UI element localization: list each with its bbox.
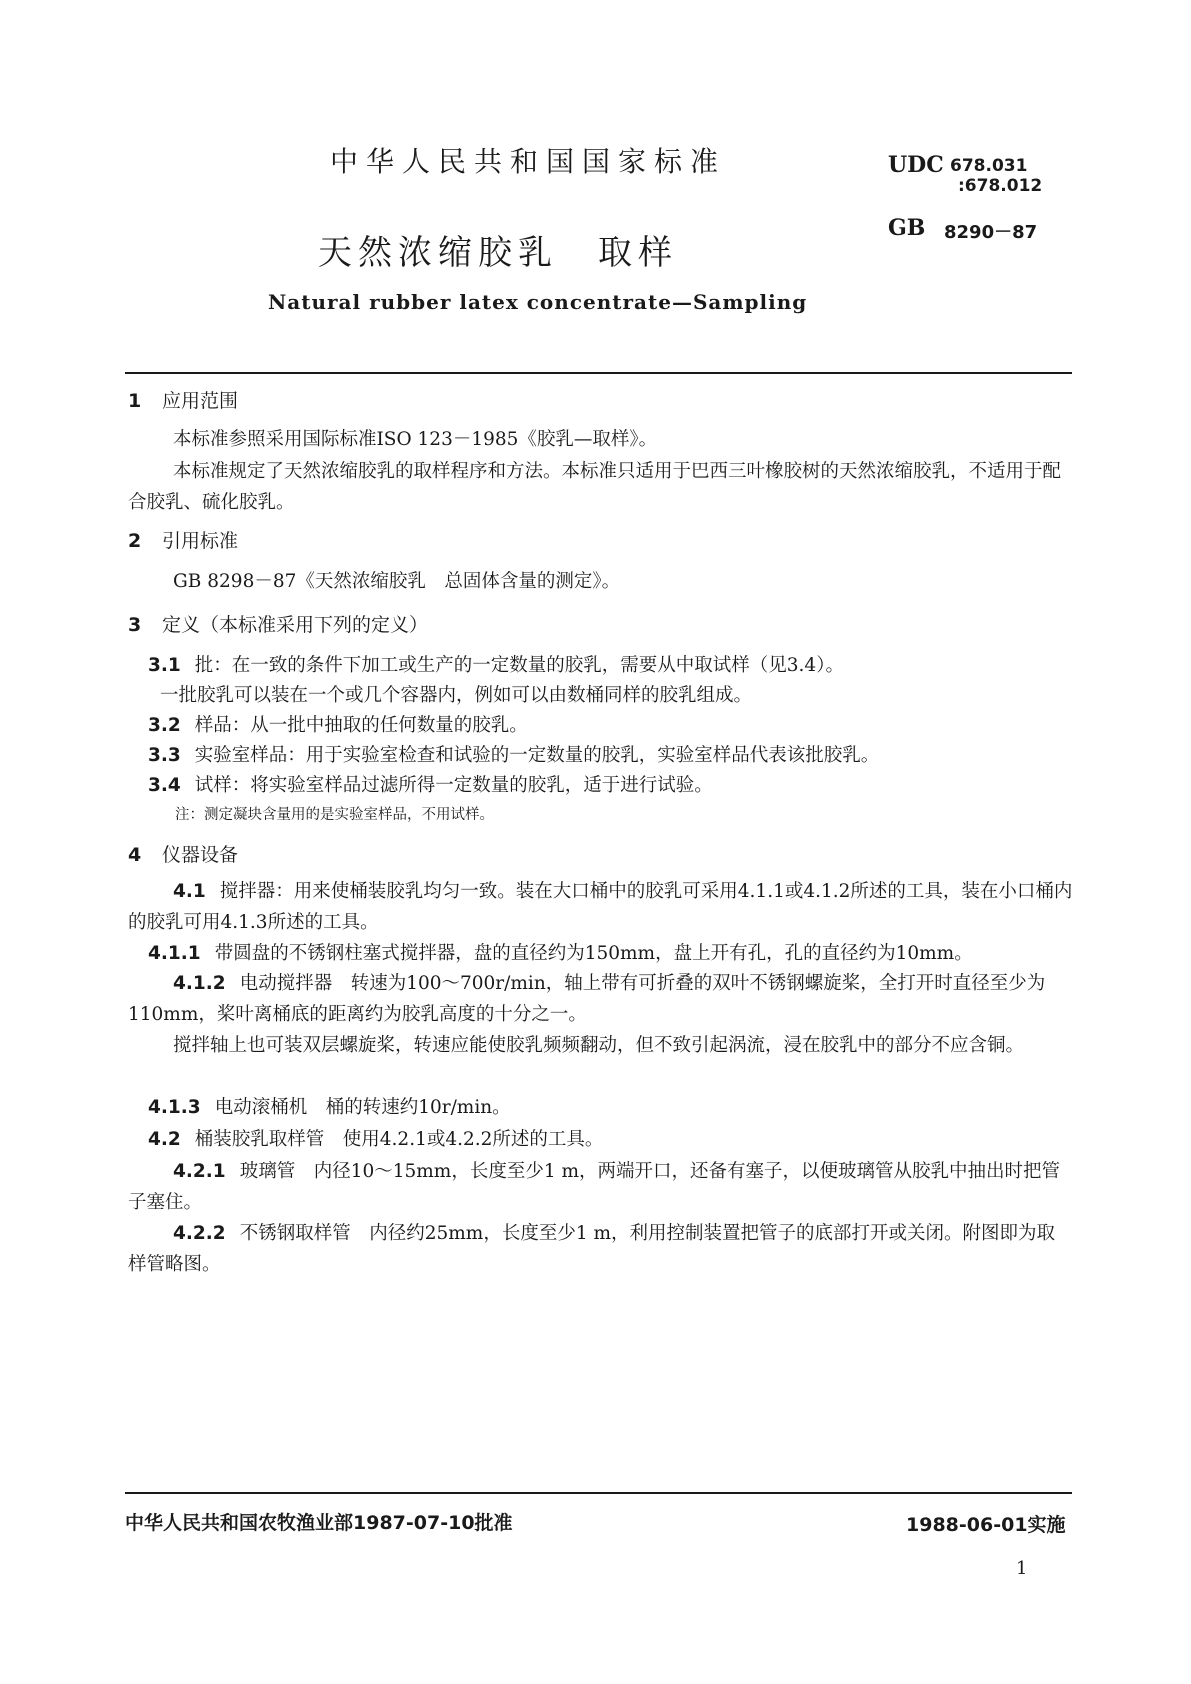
gb-code: 8290－87 <box>944 222 1038 243</box>
section-3-heading <box>128 610 428 637</box>
section-number: 1 <box>128 390 142 412</box>
section-1-paragraph-1: 本标准参照采用国际标准ISO 123－1985《胶乳—取样》。 <box>173 429 658 450</box>
clause-3-1 <box>148 650 1073 681</box>
clause-4-1 <box>128 876 1073 938</box>
clause-4-1-3 <box>148 1092 1073 1123</box>
clause-text: 电动滚桶机 桶的转速约10r/min。 <box>214 1097 511 1118</box>
footer-divider <box>125 1492 1072 1494</box>
clause-text: 电动搅拌器 转速为100～700r/min，轴上带有可折叠的双叶不锈钢螺旋桨，全打开时直径至少为110mm，桨叶离桶底的距离约为胶乳高度的十分之一。 <box>128 973 1046 1025</box>
clause-number: 4.2 <box>148 1129 181 1150</box>
section-2-heading <box>128 526 238 553</box>
clause-4-2-2 <box>128 1218 1073 1280</box>
section-title: 应用范围 <box>162 390 239 412</box>
clause-text: 不锈钢取样管 内径约25mm，长度至少1 m，利用控制装置把管子的底部打开或关闭。附图即为取样管略图。 <box>128 1223 1056 1275</box>
clause-number: 4.1.2 <box>173 973 226 994</box>
document-title-en: Natural rubber latex concentrate—Sampling <box>268 290 808 314</box>
clause-3-1-continuation: 一批胶乳可以装在一个或几个容器内，例如可以由数桶同样的胶乳组成。 <box>160 685 753 706</box>
clause-text: 玻璃管 内径10～15mm，长度至少1 m，两端开口，还备有塞子，以便玻璃管从胶乳中抽出时把管子塞住。 <box>128 1161 1061 1213</box>
clause-4-1-2 <box>128 968 1073 1030</box>
effective-date: 1988-06-01实施 <box>906 1514 1066 1536</box>
clause-text: 批：在一致的条件下加工或生产的一定数量的胶乳，需要从中取试样（见3.4）。 <box>194 655 844 676</box>
section-4-heading <box>128 840 238 867</box>
page-number: 1 <box>1016 1558 1028 1579</box>
section-number: 2 <box>128 530 142 552</box>
gb-label: GB <box>888 215 926 241</box>
udc-code-secondary: :678.012 <box>958 176 1043 196</box>
clause-3-4 <box>148 770 1073 801</box>
section-title: 定义（本标准采用下列的定义） <box>162 614 429 636</box>
clause-number: 4.2.1 <box>173 1161 226 1182</box>
clause-number: 4.1 <box>173 881 206 902</box>
section-title: 引用标准 <box>162 530 239 552</box>
section-number: 3 <box>128 614 142 636</box>
clause-3-2 <box>148 710 1073 741</box>
clause-number: 3.1 <box>148 655 181 676</box>
clause-text: 桶装胶乳取样管 使用4.2.1或4.2.2所述的工具。 <box>194 1129 604 1150</box>
clause-4-1-2-continuation: 搅拌轴上也可装双层螺旋桨，转速应能使胶乳频频翻动，但不致引起涡流，浸在胶乳中的部分不应含铜。 <box>173 1035 1025 1056</box>
approval-statement: 中华人民共和国农牧渔业部1987-07-10批准 <box>125 1512 513 1534</box>
clause-number: 4.2.2 <box>173 1223 226 1244</box>
section-number: 4 <box>128 844 142 866</box>
section-1-heading <box>128 386 238 413</box>
clause-number: 3.3 <box>148 745 181 766</box>
clause-number: 4.1.1 <box>148 943 201 964</box>
clause-4-2-1 <box>128 1156 1073 1218</box>
udc-code-primary: 678.031 <box>950 156 1028 176</box>
clause-4-2 <box>148 1124 1073 1155</box>
clause-text: 带圆盘的不锈钢柱塞式搅拌器，盘的直径约为150mm，盘上开有孔，孔的直径约为10mm。 <box>214 943 973 964</box>
clause-3-3 <box>148 740 1073 771</box>
clause-text: 搅拌器：用来使桶装胶乳均匀一致。装在大口桶中的胶乳可采用4.1.1或4.1.2所述的工具，装在小口桶内的胶乳可用4.1.3所述的工具。 <box>128 881 1073 933</box>
clause-text: 样品：从一批中抽取的任何数量的胶乳。 <box>194 715 528 736</box>
section-title: 仪器设备 <box>162 844 239 866</box>
clause-text: 实验室样品：用于实验室检查和试验的一定数量的胶乳，实验室样品代表该批胶乳。 <box>194 745 880 766</box>
udc-label: UDC <box>888 152 944 178</box>
clause-4-1-1 <box>148 938 1073 969</box>
document-title-cn: 天然浓缩胶乳 取样 <box>318 233 678 273</box>
clause-text: 试样：将实验室样品过滤所得一定数量的胶乳，适于进行试验。 <box>194 775 713 796</box>
clause-number: 4.1.3 <box>148 1097 201 1118</box>
section-1-paragraph-2: 本标准规定了天然浓缩胶乳的取样程序和方法。本标准只适用于巴西三叶橡胶树的天然浓缩胶乳，不适用于配合胶乳、硫化胶乳。 <box>128 461 1062 513</box>
clause-number: 3.4 <box>148 775 181 796</box>
section-3-note: 注：测定凝块含量用的是实验室样品，不用试样。 <box>175 807 494 823</box>
section-2-paragraph-1: GB 8298－87《天然浓缩胶乳 总固体含量的测定》。 <box>173 571 621 592</box>
national-standard-title: 中华人民共和国国家标准 <box>330 145 727 178</box>
clause-number: 3.2 <box>148 715 181 736</box>
header-divider <box>125 372 1072 374</box>
